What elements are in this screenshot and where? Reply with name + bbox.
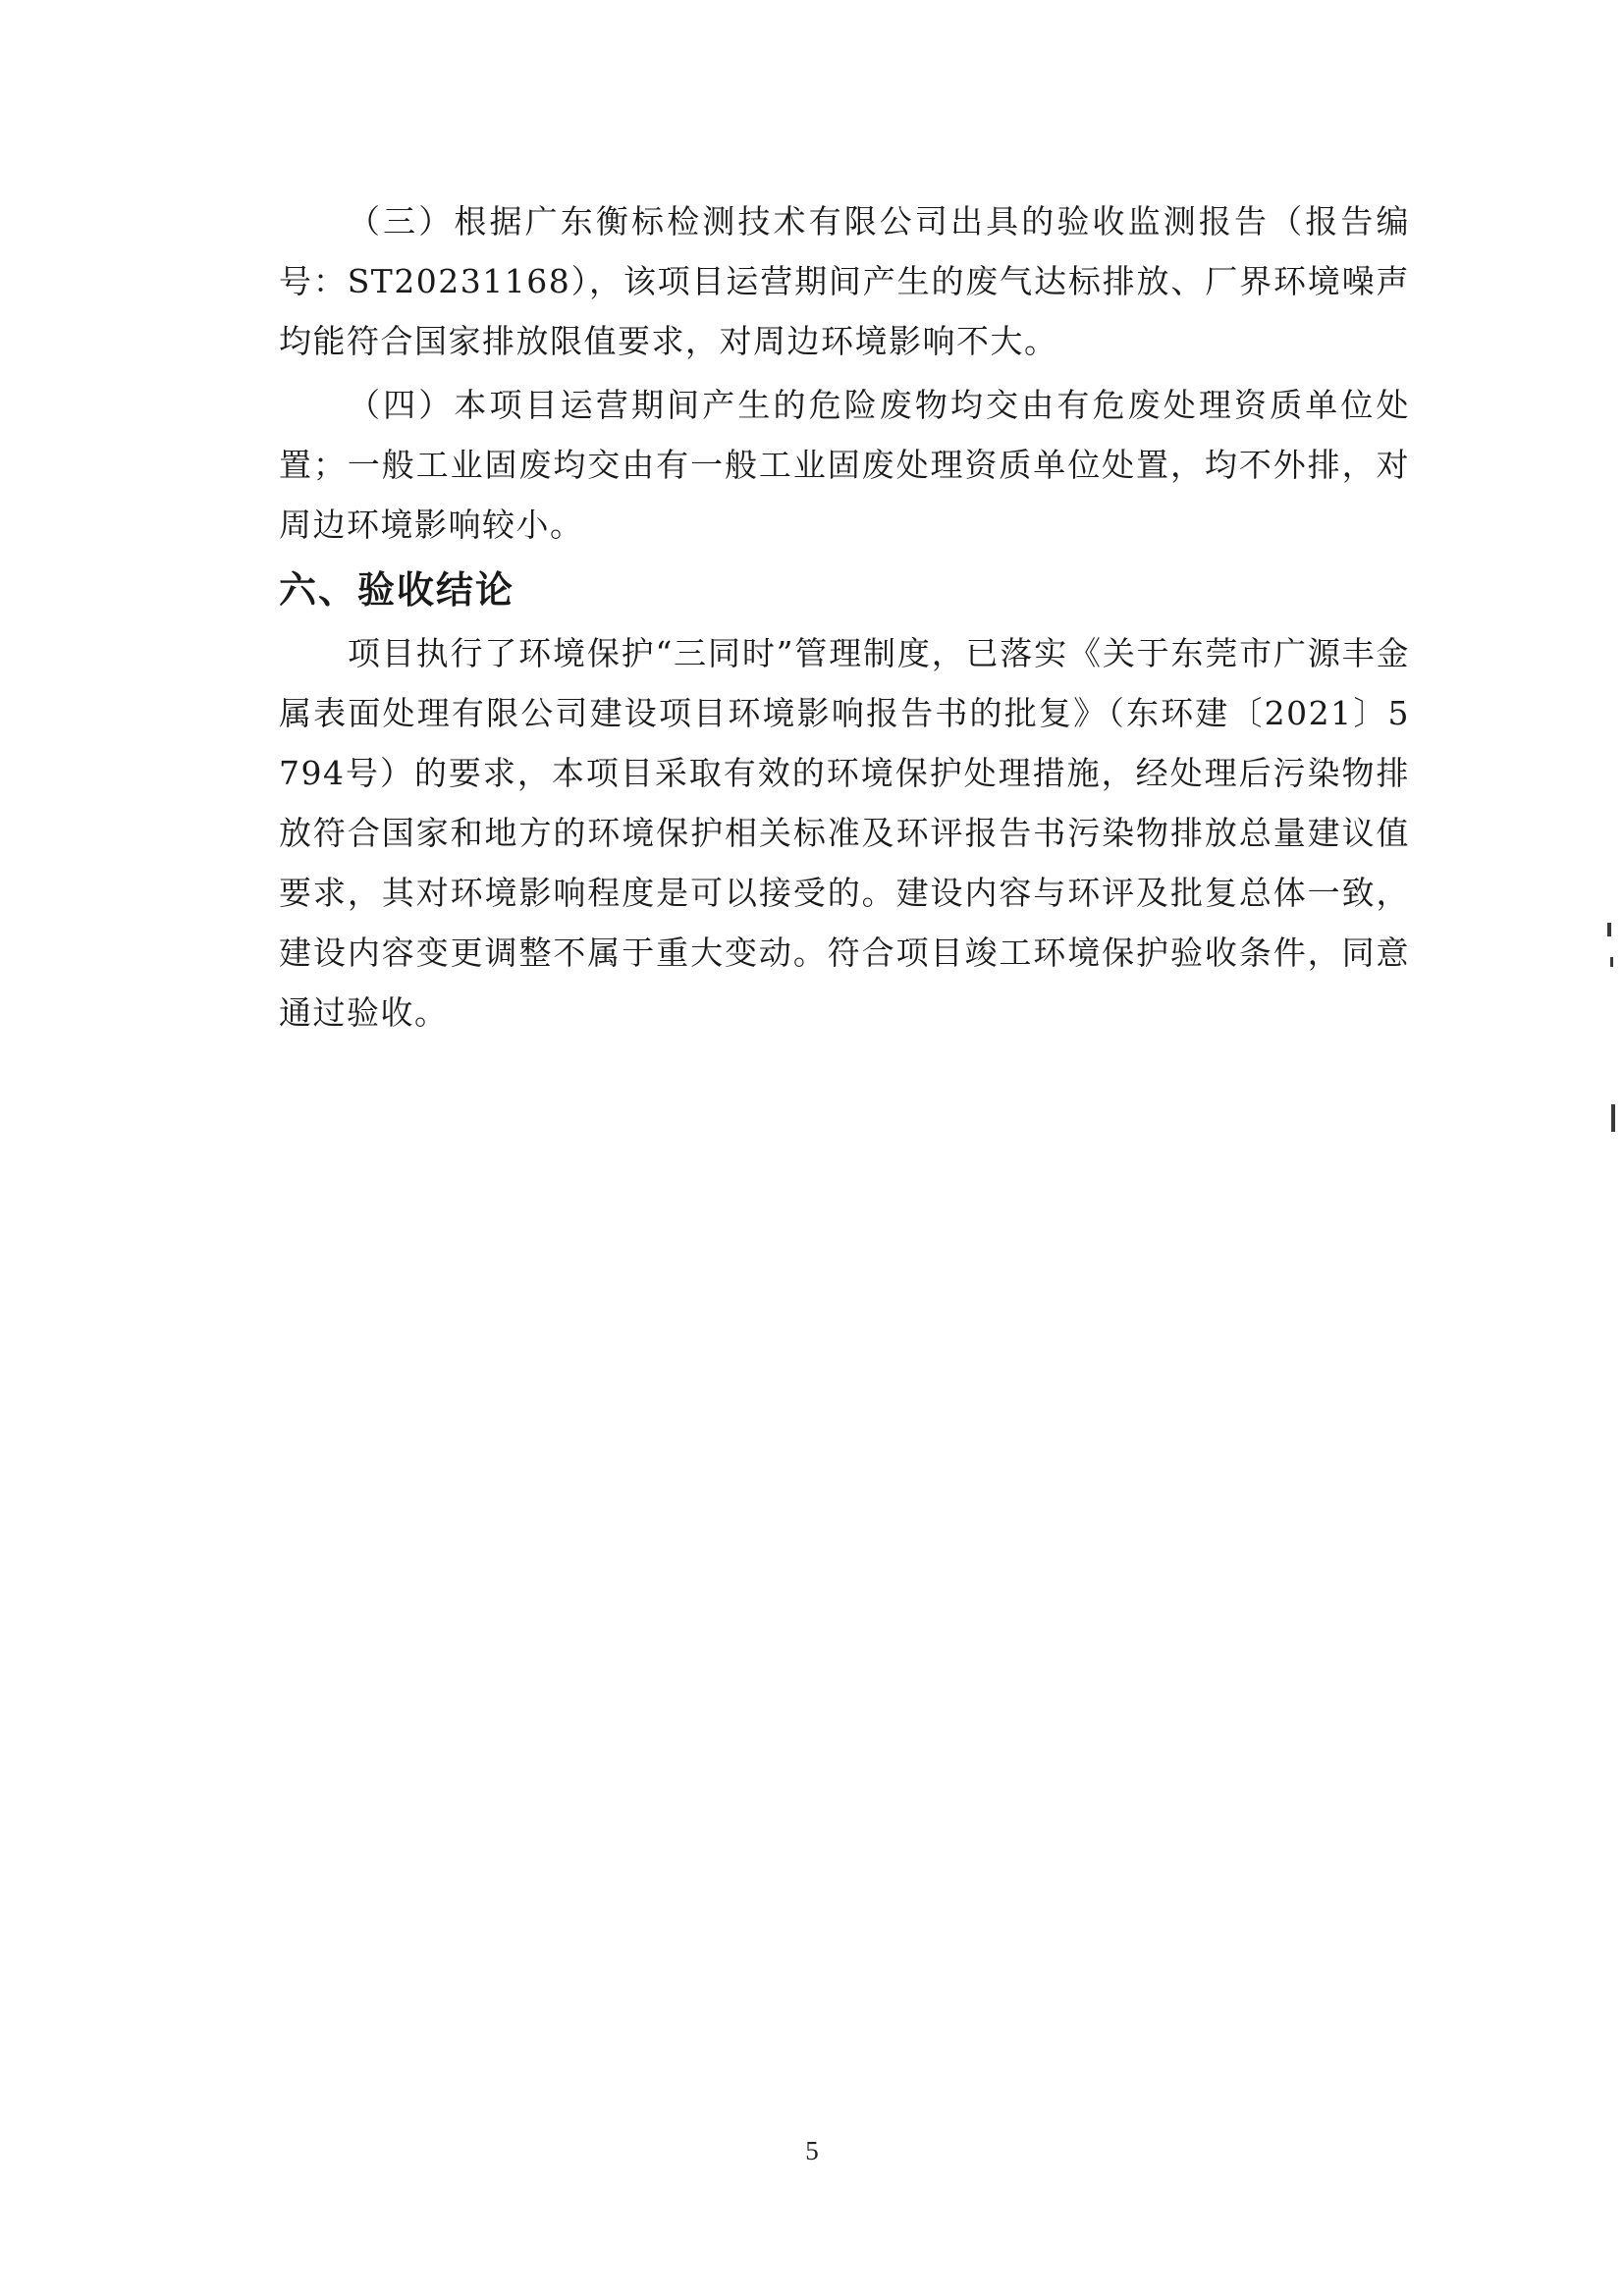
scan-artifact-mark [1610, 957, 1613, 967]
section-heading-conclusion: 六、验收结论 [279, 568, 515, 612]
paragraph-conclusion: 项目执行了环境保护“三同时”管理制度，已落实《关于东莞市广源丰金属表面处理有限公司建设项目环境影响报告书的批复》（东环建〔2021〕5794号）的要求，本项目采取有效的环境保护处理措施，经处理后污染物排放符合国家和地方的环境保护相关标准及环评报告书污染物排放总量建议值要求，其对环境影响程度是可以接受的。建设内容与环评及批复总体一致，建设内容变更调整不属于重大变动。符合项目竣工环境保护验收条件，同意通过验收。 [279, 634, 1410, 1032]
document-body [279, 191, 1410, 1042]
page-number: 5 [805, 2136, 819, 2165]
paragraph-four: （四）本项目运营期间产生的危险废物均交由有危废处理资质单位处置；一般工业固废均交由有一般工业固废处理资质单位处置，均不外排，对周边环境影响较小。 [279, 386, 1410, 544]
paragraph-three: （三）根据广东衡标检测技术有限公司出具的验收监测报告（报告编号：ST20231168），该项目运营期间产生的废气达标排放、厂界环境噪声均能符合国家排放限值要求，对周边环境影响不大。 [279, 202, 1410, 360]
scan-artifact-mark [1607, 923, 1611, 936]
scan-artifact-mark [1611, 1104, 1615, 1132]
